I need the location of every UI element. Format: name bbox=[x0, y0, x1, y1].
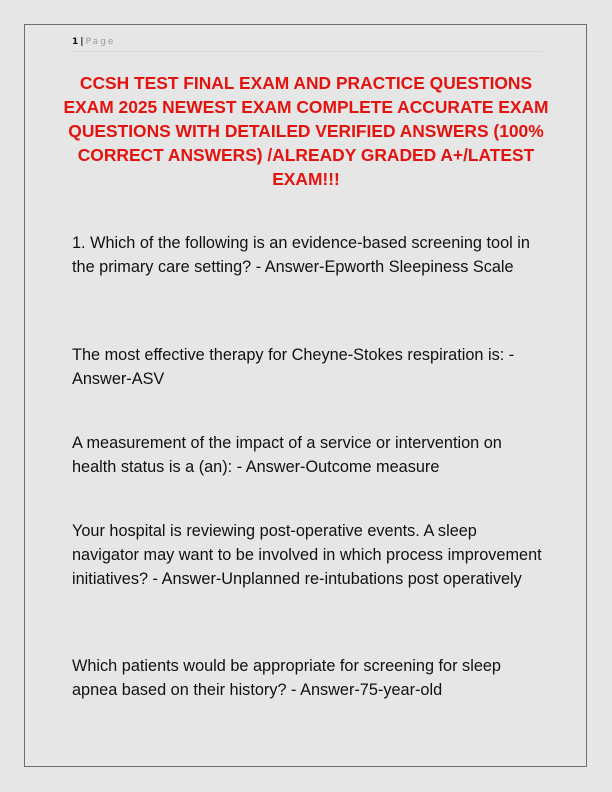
question-item: A measurement of the impact of a service or intervention on health status is a (an): - Answer-Outcome measure bbox=[72, 434, 502, 476]
question-item: Your hospital is reviewing post-operative events. A sleep navigator may want to be involved in which process improvement initiatives? - Answer-Unplanned re-intubations post operatively bbox=[72, 522, 542, 588]
document-title: CCSH TEST FINAL EXAM AND PRACTICE QUESTIONS EXAM 2025 NEWEST EXAM COMPLETE ACCURATE EXAM QUESTIONS WITH DETAILED VERIFIED ANSWERS (100% CORRECT ANSWERS) /ALREADY GRADED A+/LATEST EXAM!!! bbox=[63, 73, 549, 189]
page-number: 1 bbox=[72, 37, 79, 47]
page-label: Page bbox=[85, 37, 116, 47]
question-item: The most effective therapy for Cheyne-Stokes respiration is: - Answer-ASV bbox=[72, 346, 515, 388]
page-header bbox=[72, 36, 542, 52]
question-item: 1. Which of the following is an evidence-based screening tool in the primary care setting? - Answer-Epworth Sleepiness Scale bbox=[72, 234, 530, 276]
question-item: Which patients would be appropriate for screening for sleep apnea based on their history? - Answer-75-year-old bbox=[72, 657, 501, 699]
page-separator: | bbox=[80, 37, 84, 47]
